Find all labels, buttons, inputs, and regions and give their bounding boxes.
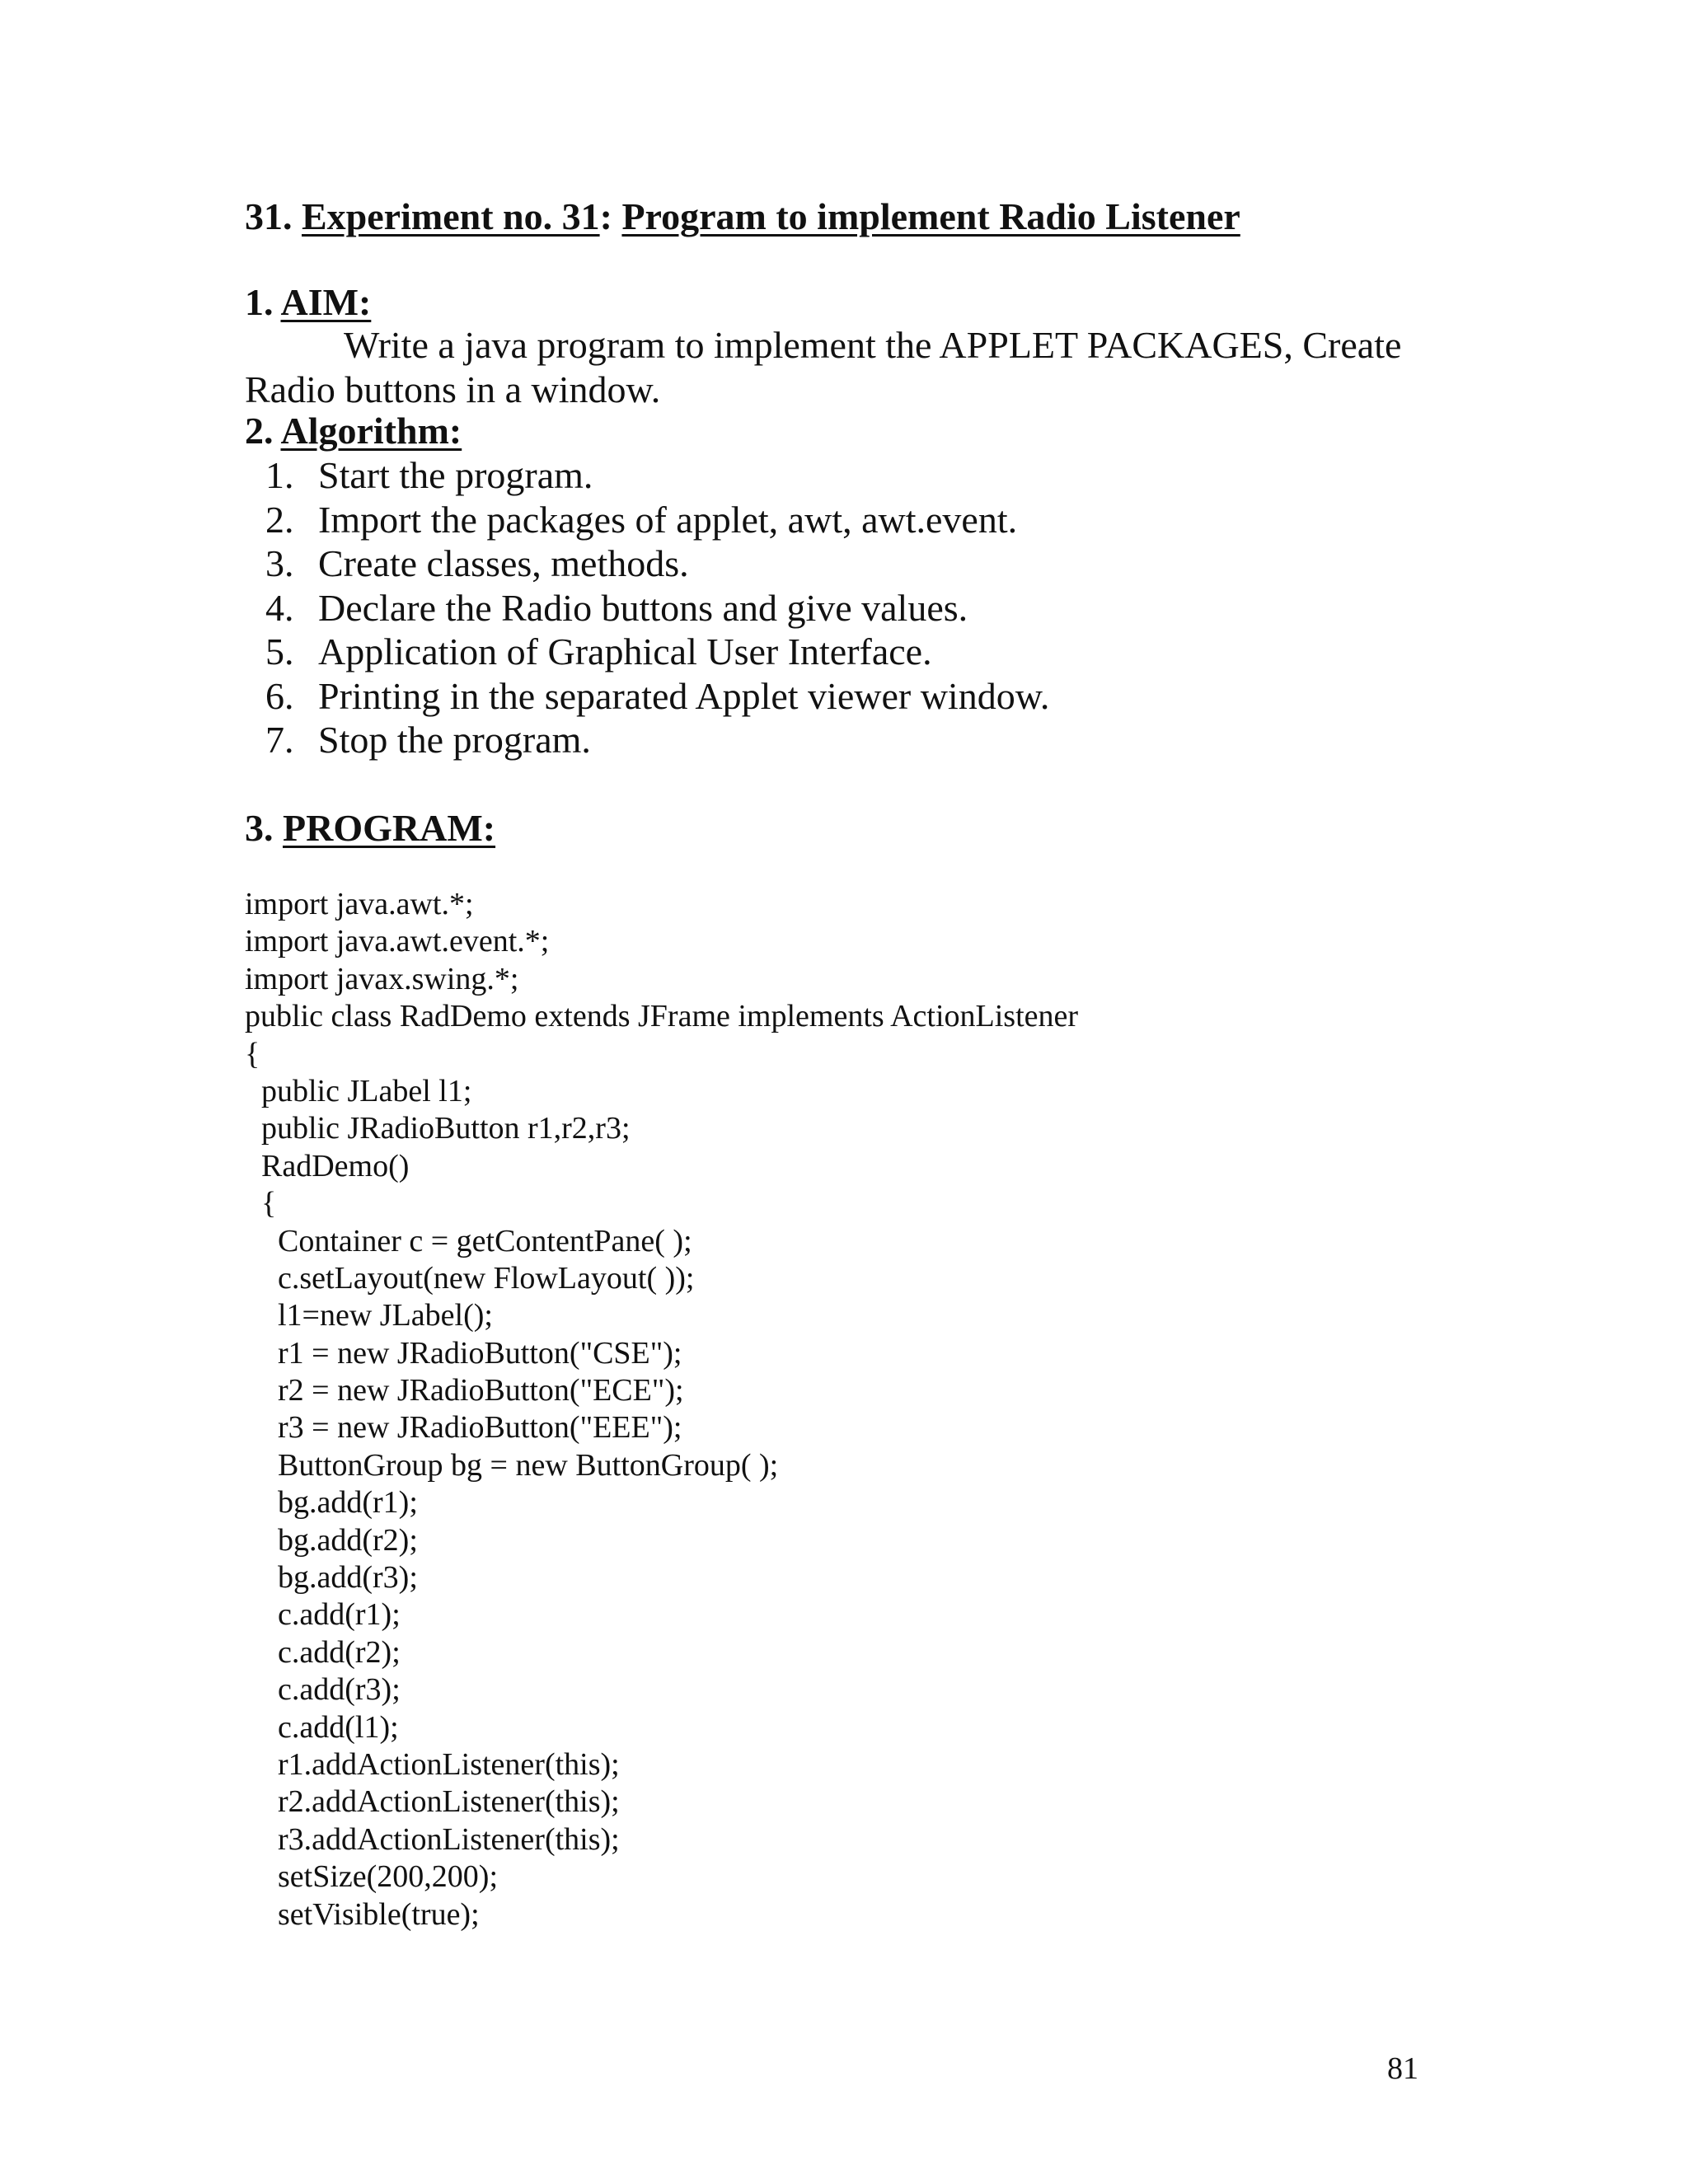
code-line: r3 = new JRadioButton("EEE"); [278,1410,682,1446]
code-line: Container c = getContentPane( ); [278,1223,692,1258]
code-line: c.add(r3); [278,1672,401,1708]
title-number: 31. [245,195,293,237]
algorithm-step [265,630,1049,674]
step-number: 4. [265,586,294,629]
step-text: Create classes, methods. [318,542,689,584]
code-line: bg.add(r3); [278,1560,418,1596]
aim-text: Write a java program to implement the APPLET PACKAGES, Create Radio buttons in a window. [245,324,1402,410]
step-number: 2. [265,498,294,541]
aim-number: 1. [245,281,274,323]
code-line: l1=new JLabel(); [278,1298,493,1333]
experiment-title [245,194,1240,239]
code-line: public JRadioButton r1,r2,r3; [261,1111,631,1146]
algorithm-step [265,718,1049,762]
page-number: 81 [1387,2051,1418,2086]
code-line: r1 = new JRadioButton("CSE"); [278,1335,682,1371]
code-line: r1.addActionListener(this); [278,1746,620,1782]
code-line: c.setLayout(new FlowLayout( )); [278,1260,695,1296]
step-text: Stop the program. [318,719,591,761]
code-line: { [245,1036,260,1071]
code-line: bg.add(r1); [278,1485,418,1521]
code-line: r2 = new JRadioButton("ECE"); [278,1373,684,1408]
step-number: 6. [265,674,294,717]
code-line: r2.addActionListener(this); [278,1784,620,1820]
experiment-label: Experiment no. 31 [302,195,600,237]
aim-heading [245,280,371,325]
code-line: setSize(200,200); [278,1859,499,1895]
code-listing [245,886,1078,1933]
code-line: public JLabel l1; [261,1073,472,1108]
code-line: setVisible(true); [278,1896,480,1932]
algorithm-heading [245,409,462,453]
algorithm-number: 2. [245,410,274,452]
program-number: 3. [245,807,274,849]
algorithm-step [265,541,1049,586]
step-number: 5. [265,630,294,673]
program-heading [245,806,495,851]
step-text: Import the packages of applet, awt, awt.event. [318,498,1018,541]
code-line: { [261,1186,277,1221]
title-separator: : [599,195,612,237]
code-line: bg.add(r2); [278,1522,418,1558]
step-text: Declare the Radio buttons and give values. [318,586,968,629]
code-line: import javax.swing.*; [245,961,519,996]
algorithm-step [265,453,1049,498]
aim-label: AIM: [280,281,372,323]
step-text: Start the program. [318,454,593,496]
code-line: r3.addActionListener(this); [278,1821,620,1857]
algorithm-step [265,674,1049,719]
code-line: public class RadDemo extends JFrame implements ActionListener [245,999,1079,1034]
algorithm-step [265,498,1049,542]
code-line: RadDemo() [261,1148,410,1183]
algorithm-step [265,586,1049,630]
step-text: Printing in the separated Applet viewer window. [318,674,1050,717]
code-line: c.add(r1); [278,1597,401,1633]
code-line: import java.awt.*; [245,887,474,921]
program-label: PROGRAM: [283,807,496,849]
step-number: 1. [265,454,294,496]
code-line: c.add(r2); [278,1634,401,1670]
algorithm-label: Algorithm: [280,410,462,452]
code-line: c.add(l1); [278,1709,399,1745]
code-line: ButtonGroup bg = new ButtonGroup( ); [278,1447,779,1483]
step-number: 3. [265,542,294,584]
algorithm-steps [265,453,1049,762]
step-text: Application of Graphical User Interface. [318,630,932,673]
step-number: 7. [265,719,294,761]
experiment-topic: Program to implement Radio Listener [621,195,1240,237]
code-line: import java.awt.event.*; [245,924,550,959]
